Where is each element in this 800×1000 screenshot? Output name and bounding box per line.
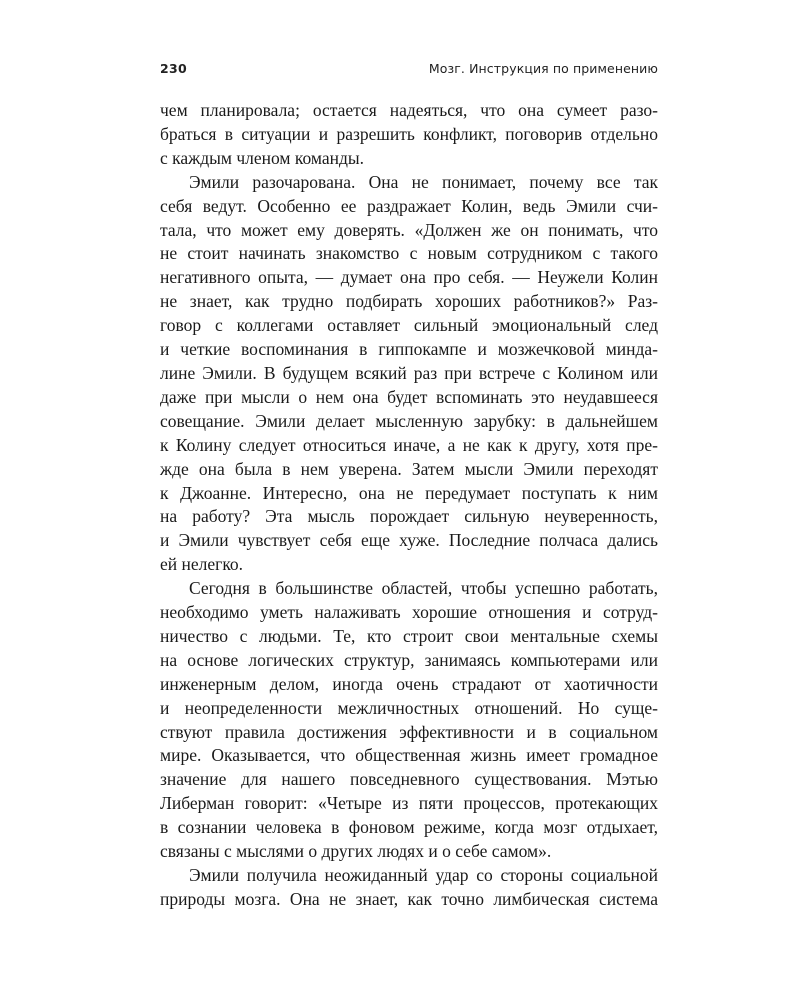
text-line: браться в ситуации и разрешить конфликт, поговорив отдельно xyxy=(160,123,658,144)
body-text xyxy=(160,99,658,912)
running-header xyxy=(160,61,658,81)
text-line: Либерман говорит: «Четыре из пяти процессов, протекающих xyxy=(160,793,658,814)
text-line: природы мозга. Она не знает, как точно лимбическая система xyxy=(160,888,658,909)
text-line: Эмили получила неожиданный удар со стороны социальной xyxy=(189,865,658,885)
text-line: Сегодня в большинстве областей, чтобы успешно работать, xyxy=(189,578,658,599)
text-line: к Джоанне. Интересно, она не передумает поступать к ним xyxy=(160,482,658,503)
text-line: не знает, как трудно подбирать хороших работников?» Раз- xyxy=(160,291,658,312)
text-line: ствуют правила достижения эффективности и в социальном xyxy=(160,721,658,742)
text-line: с каждым членом команды. xyxy=(160,147,365,168)
text-line: связаны с мыслями о других людях и о себе самом». xyxy=(160,841,552,862)
paragraph-1 xyxy=(160,99,658,171)
text-line: себя ведут. Особенно ее раздражает Колин, ведь Эмили счи- xyxy=(160,195,658,216)
text-line: необходимо уметь налаживать хорошие отношения и сотруд- xyxy=(160,602,658,623)
text-line: говор с коллегами оставляет сильный эмоциональный след xyxy=(160,315,658,336)
paragraph-3 xyxy=(160,577,658,864)
text-line: ничество с людьми. Те, кто строит свои ментальные схемы xyxy=(160,625,658,646)
book-title: Мозг. Инструкция по применению xyxy=(428,61,658,76)
text-line: жде она была в нем уверена. Затем мысли Эмили переходят xyxy=(160,458,658,479)
text-line: не стоит начинать знакомство с новым сотрудником с такого xyxy=(160,243,658,264)
text-line: совещание. Эмили делает мысленную зарубку: в дальнейшем xyxy=(160,410,658,431)
paragraph-4 xyxy=(160,864,658,912)
text-line: на работу? Эта мысль порождает сильную неуверенность, xyxy=(160,506,658,527)
text-line: значение для нашего повседневного существования. Мэтью xyxy=(160,769,658,790)
text-line: и четкие воспоминания в гиппокампе и мозжечковой минда- xyxy=(160,339,658,360)
text-line: и Эмили чувствует себя еще хуже. Последние полчаса дались xyxy=(160,530,658,551)
text-line: тала, что может ему доверять. «Должен же он понимать, что xyxy=(160,219,658,240)
text-line: даже при мысли о нем она будет вспоминать это неудавшееся xyxy=(160,386,658,407)
text-line: инженерным делом, иногда очень страдают от хаотичности xyxy=(160,673,658,694)
text-line: ей нелегко. xyxy=(160,554,244,575)
paragraph-2 xyxy=(160,171,658,577)
text-line: к Колину следует относиться иначе, а не как к другу, хотя пре- xyxy=(160,434,658,455)
text-line: негативного опыта, — думает она про себя. — Неужели Колин xyxy=(160,267,658,288)
text-line: лине Эмили. В будущем всякий раз при встрече с Колином или xyxy=(160,362,658,383)
text-line: на основе логических структур, занимаясь компьютерами или xyxy=(160,649,658,670)
text-line: Эмили разочарована. Она не понимает, почему все так xyxy=(189,171,658,192)
text-line: и неопределенности межличностных отношений. Но суще- xyxy=(160,697,658,718)
text-line: мире. Оказывается, что общественная жизнь имеет громадное xyxy=(160,745,658,766)
text-line: в сознании человека в фоновом режиме, когда мозг отдыхает, xyxy=(160,817,658,838)
text-line: чем планировала; остается надеяться, что она сумеет разо- xyxy=(160,100,658,120)
page-number: 230 xyxy=(160,61,187,76)
